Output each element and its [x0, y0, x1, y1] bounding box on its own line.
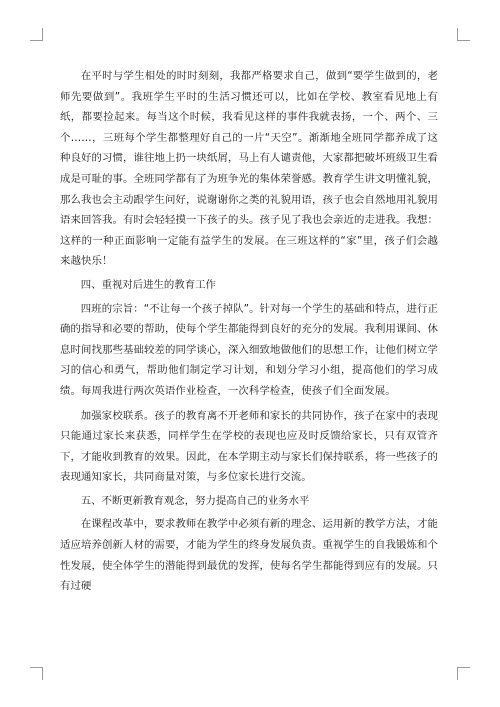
crop-mark-bottom-right — [457, 667, 470, 680]
crop-mark-top-left — [30, 28, 43, 41]
paragraph-classroom-habits: 在平时与学生相处的时时刻刻，我都严格要求自己，做到“要学生做到的，老师先要做到”。我班学生平时的生活习惯还可以，比如在学校、教室看见地上有纸，都要捡起来。每当这个时候，我看见这样的事件我就表扬，一个、两个、三个……，三班每个学生都整理好自己的一片“天空”。渐渐地全班同学都养成了这种良好的习惯，谁往地上扔一块纸屑，马上有人谴责他，大家都把破坏班级卫生看成是可耻的事。全班同学都有了为班争光的集体荣誉感。教育学生讲文明懂礼貌，那么我也会主动跟学生问好，说谢谢你之类的礼貌用语，孩子也会自然地用礼貌用语来回答我。有时会轻轻摸一下孩子的头。孩子见了我也会亲近的走进我。我想：这样的一种正面影响一定能有益学生的发展。在三班这样的“家”里，孩子们会越来越快乐！ — [60, 70, 438, 268]
paragraph-underachievers: 四班的宗旨：“不让每一个孩子掉队”。针对每一个学生的基础和特点，进行正确的指导和必要的帮助，使每个学生都能得到良好的充分的发展。我利用课间、休息时间找那些基础较差的同学谈心，深入细致地做他们的思想工作，让他们树立学习的信心和勇气，帮助他们制定学习计划，和划分学习小组，提高他们的学习成绩。每周我进行两次英语作业检查，一次科学检查，使孩子们全面发展。 — [60, 302, 438, 397]
crop-mark-top-right — [457, 28, 470, 41]
paragraph-home-school: 加强家校联系。孩子的教育离不开老师和家长的共同协作，孩子在家中的表现只能通过家长来获悉，同样学生在学校的表现也应及时反馈给家长，只有双管齐下，才能收到教育的效果。因此，在本学期主动与家长们保持联系，将一些孩子的表现通知家长，共同商量对策，与多位家长进行交流。 — [60, 409, 438, 484]
paragraph-curriculum-reform: 在课程改革中，要求教师在教学中必须有新的理念、运用新的教学方法，才能适应培养创新人材的需要，才能为学生的终身发展负责。重视学生的自我锻炼和个性发展，使全体学生的潜能得到最优的发挥，使每名学生都能得到应有的发展。只有过硬 — [60, 518, 438, 593]
crop-mark-bottom-left — [30, 667, 43, 680]
section-heading-five: 五、不断更新教育观念，努力提高自己的业务水平 — [80, 494, 310, 507]
document-page — [60, 66, 438, 597]
section-heading-four: 四、重视对后进生的教育工作 — [80, 278, 216, 291]
